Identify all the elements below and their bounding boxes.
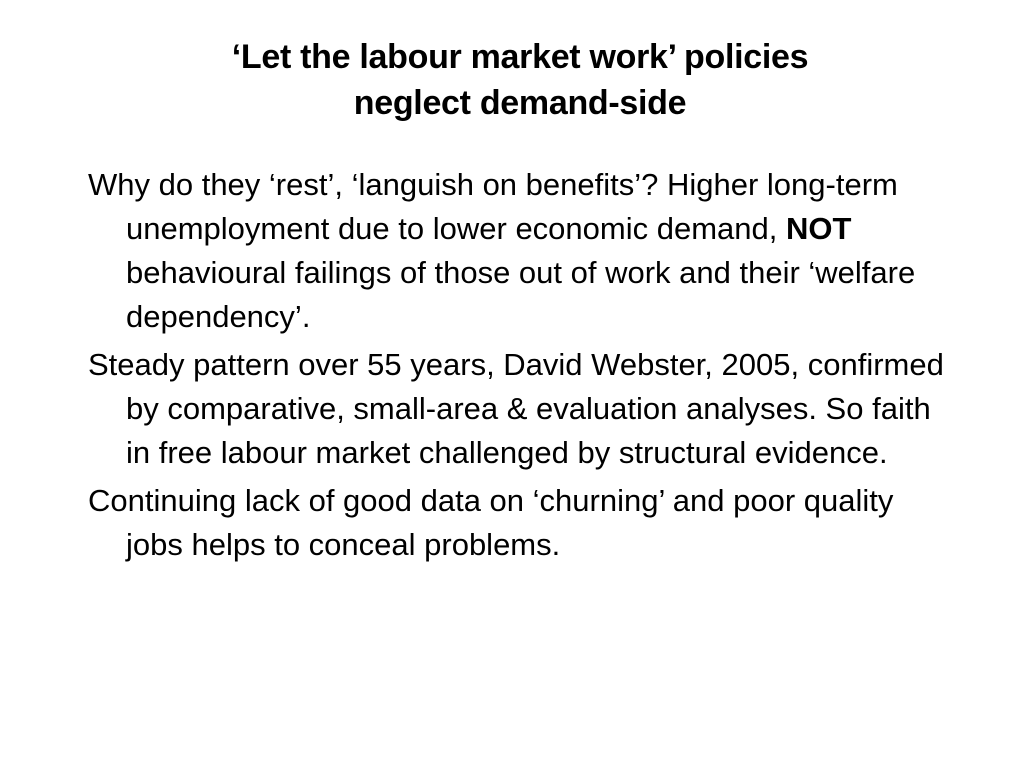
paragraph-1	[88, 163, 948, 339]
paragraph-2-text: Steady pattern over 55 years, David Webster, 2005, confirmed by comparative, small-area & evaluation analyses. So faith in free labour market challenged by structural evidence.	[88, 347, 944, 470]
paragraph-1-text-after: behavioural failings of those out of work and their ‘welfare dependency’.	[126, 255, 916, 334]
paragraph-3-text: Continuing lack of good data on ‘churning’ and poor quality jobs helps to conceal problems.	[88, 483, 894, 562]
paragraph-2	[88, 343, 948, 475]
slide-body	[88, 163, 948, 571]
slide-title-line-1: ‘Let the labour market work’ policies	[231, 38, 809, 76]
paragraph-1-text-before: Why do they ‘rest’, ‘languish on benefits’? Higher long-term unemployment due to lower economic demand,	[88, 167, 898, 246]
paragraph-3	[88, 479, 948, 567]
slide-title-line-2: neglect demand-side	[353, 84, 687, 122]
paragraph-1-emphasis: NOT	[785, 211, 852, 246]
slide-title	[120, 34, 920, 126]
